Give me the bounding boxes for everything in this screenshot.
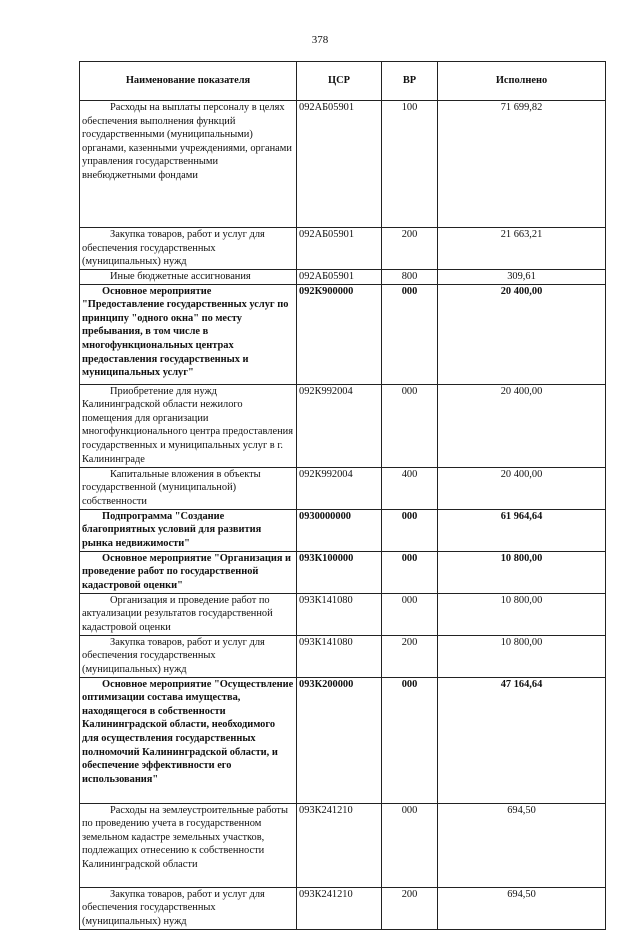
row-sum: 10 800,00 <box>438 551 606 593</box>
row-sum: 47 164,64 <box>438 677 606 803</box>
row-name: Организация и проведение работ по актуализации результатов государственной кадастровой оценки <box>80 593 297 635</box>
table-row <box>80 101 606 228</box>
row-name: Основное мероприятие "Предоставление государственных услуг по принципу "одного окна" по месту пребывания, в том числе в многофункциональных центрах предоставления государственных и муниципальных услуг" <box>80 284 297 384</box>
row-vr: 200 <box>382 635 438 677</box>
row-vr: 000 <box>382 384 438 467</box>
row-vr: 800 <box>382 270 438 285</box>
row-csr: 093К241210 <box>297 803 382 887</box>
row-csr: 092К992004 <box>297 467 382 509</box>
row-sum: 61 964,64 <box>438 509 606 551</box>
row-sum: 20 400,00 <box>438 467 606 509</box>
row-csr: 093К141080 <box>297 635 382 677</box>
row-sum: 20 400,00 <box>438 384 606 467</box>
table-row <box>80 384 606 467</box>
row-vr: 400 <box>382 467 438 509</box>
row-sum: 309,61 <box>438 270 606 285</box>
row-vr: 000 <box>382 509 438 551</box>
budget-table <box>79 61 606 930</box>
row-vr: 000 <box>382 284 438 384</box>
table-row <box>80 551 606 593</box>
row-csr: 093К200000 <box>297 677 382 803</box>
row-sum: 20 400,00 <box>438 284 606 384</box>
row-csr: 092АБ05901 <box>297 228 382 270</box>
table-row <box>80 284 606 384</box>
table-row <box>80 803 606 887</box>
row-name: Приобретение для нужд Калининградской области нежилого помещения для организации многофункционального центра предоставления государственных и муниципальных услуг в г. Калининграде <box>80 384 297 467</box>
row-name: Закупка товаров, работ и услуг для обеспечения государственных (муниципальных) нужд <box>80 887 297 929</box>
row-name: Расходы на выплаты персоналу в целях обеспечения выполнения функций государственными (муниципальными) органами, казенными учреждениями, органами управления государственными внебюджетными фондами <box>80 101 297 228</box>
table-row <box>80 509 606 551</box>
row-name: Основное мероприятие "Организация и проведение работ по государственной кадастровой оценки" <box>80 551 297 593</box>
header-vr: ВР <box>382 62 438 101</box>
header-csr: ЦСР <box>297 62 382 101</box>
table-header-row <box>80 62 606 101</box>
page-number: 378 <box>311 34 329 46</box>
row-vr: 000 <box>382 593 438 635</box>
table-row <box>80 677 606 803</box>
row-name: Закупка товаров, работ и услуг для обеспечения государственных (муниципальных) нужд <box>80 228 297 270</box>
row-name: Основное мероприятие "Осуществление оптимизации состава имущества, находящегося в собственности Калининградской области, необходимого для осуществления государственных полномочий Калининградской области, и обеспечение эффективности его использования" <box>80 677 297 803</box>
row-vr: 200 <box>382 228 438 270</box>
header-sum: Исполнено <box>438 62 606 101</box>
row-sum: 694,50 <box>438 803 606 887</box>
row-csr: 093К241210 <box>297 887 382 929</box>
row-vr: 000 <box>382 677 438 803</box>
row-sum: 694,50 <box>438 887 606 929</box>
row-vr: 000 <box>382 803 438 887</box>
table-row <box>80 635 606 677</box>
table-row <box>80 593 606 635</box>
row-vr: 000 <box>382 551 438 593</box>
row-csr: 0930000000 <box>297 509 382 551</box>
row-csr: 092К992004 <box>297 384 382 467</box>
row-sum: 21 663,21 <box>438 228 606 270</box>
row-csr: 092АБ05901 <box>297 270 382 285</box>
row-vr: 100 <box>382 101 438 228</box>
row-vr: 200 <box>382 887 438 929</box>
table-row <box>80 887 606 929</box>
row-csr: 092АБ05901 <box>297 101 382 228</box>
table-row <box>80 228 606 270</box>
row-sum: 10 800,00 <box>438 635 606 677</box>
row-sum: 71 699,82 <box>438 101 606 228</box>
row-name: Капитальные вложения в объекты государственной (муниципальной) собственности <box>80 467 297 509</box>
row-sum: 10 800,00 <box>438 593 606 635</box>
row-name: Расходы на землеустроительные работы по проведению учета в государственном земельном кадастре земельных участков, подлежащих отнесению к собственности Калининградской области <box>80 803 297 887</box>
row-csr: 093К100000 <box>297 551 382 593</box>
table-row <box>80 467 606 509</box>
row-name: Закупка товаров, работ и услуг для обеспечения государственных (муниципальных) нужд <box>80 635 297 677</box>
table-row <box>80 270 606 285</box>
row-name: Подпрограмма "Создание благоприятных условий для развития рынка недвижимости" <box>80 509 297 551</box>
header-name: Наименование показателя <box>80 62 297 101</box>
row-csr: 092К900000 <box>297 284 382 384</box>
row-name: Иные бюджетные ассигнования <box>80 270 297 285</box>
row-csr: 093К141080 <box>297 593 382 635</box>
